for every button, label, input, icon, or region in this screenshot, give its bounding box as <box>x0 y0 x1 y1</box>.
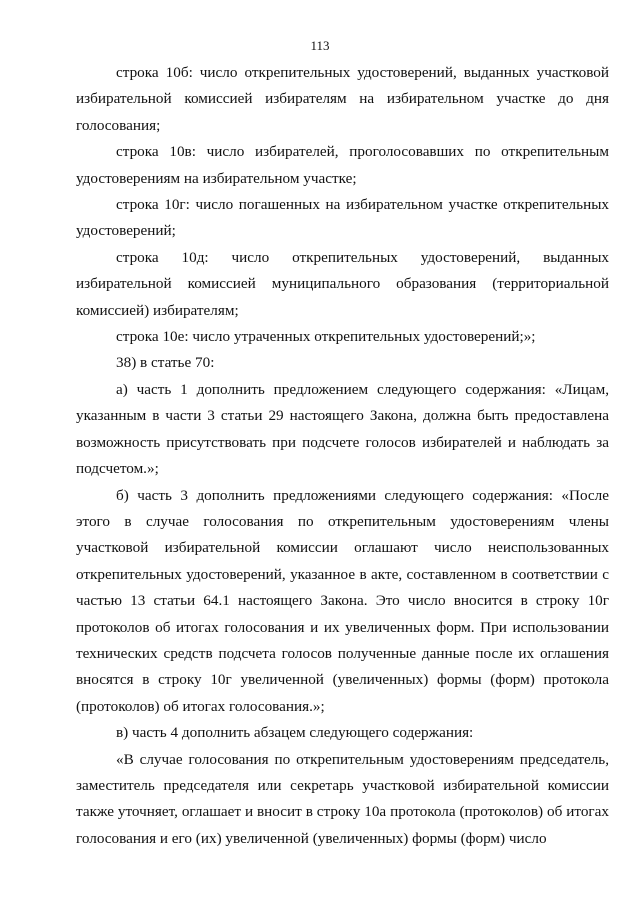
paragraph-line-10e: строка 10е: число утраченных открепительных удостоверений;»; <box>116 328 536 346</box>
paragraph-line-10v: строка 10в: число избирателей, проголосовавших по открепительным удостоверениям на избирательном участке; <box>76 143 609 187</box>
paragraph-part-4: в) часть 4 дополнить абзацем следующего содержания: <box>116 724 474 742</box>
paragraph-line-10b: строка 10б: число открепительных удостоверений, выданных участковой избирательной комиссией избирателям на избирательном участке до дня голосования; <box>76 64 609 134</box>
paragraph-part-3: б) часть 3 дополнить предложениями следующего содержания: «После этого в случае голосования по открепительным удостоверениям члены участковой избирательной комиссии оглашают число неиспользованных открепительных удостоверений, указанное в акте, составленном в соответствии с частью 13 статьи 64.1 настоящего Закона. Это число вносится в строку 10г протоколов об итогах голосования и их увеличенных форм. При использовании технических средств подсчета голосов полученные данные после их оглашения вносятся в строку 10г увеличенной (увеличенных) формы (форм) протокола (протоколов) об итогах голосования.»; <box>76 486 609 715</box>
paragraph-line-10d: строка 10д: число открепительных удостоверений, выданных избирательной комиссией муниципального образования (территориальной комиссией) избирателям; <box>76 248 609 319</box>
document-body <box>76 60 609 852</box>
paragraph-line-10g: строка 10г: число погашенных на избирательном участке открепительных удостоверений; <box>76 196 609 240</box>
paragraph-item-38: 38) в статье 70: <box>116 354 215 372</box>
paragraph-quote: «В случае голосования по открепительным удостоверениям председатель, заместитель председателя или секретарь участковой избирательной комиссии также уточняет, оглашает и вносит в строку 10а протокола (протоколов) об итогах голосования и его (их) увеличенной (увеличенных) формы (форм) число <box>76 750 609 847</box>
page-number: 113 <box>310 38 330 53</box>
paragraph-part-1: а) часть 1 дополнить предложением следующего содержания: «Лицам, указанным в части 3 статьи 29 настоящего Закона, должна быть предоставлена возможность присутствовать при подсчете голосов избирателей и наблюдать за подсчетом.»; <box>76 380 609 478</box>
